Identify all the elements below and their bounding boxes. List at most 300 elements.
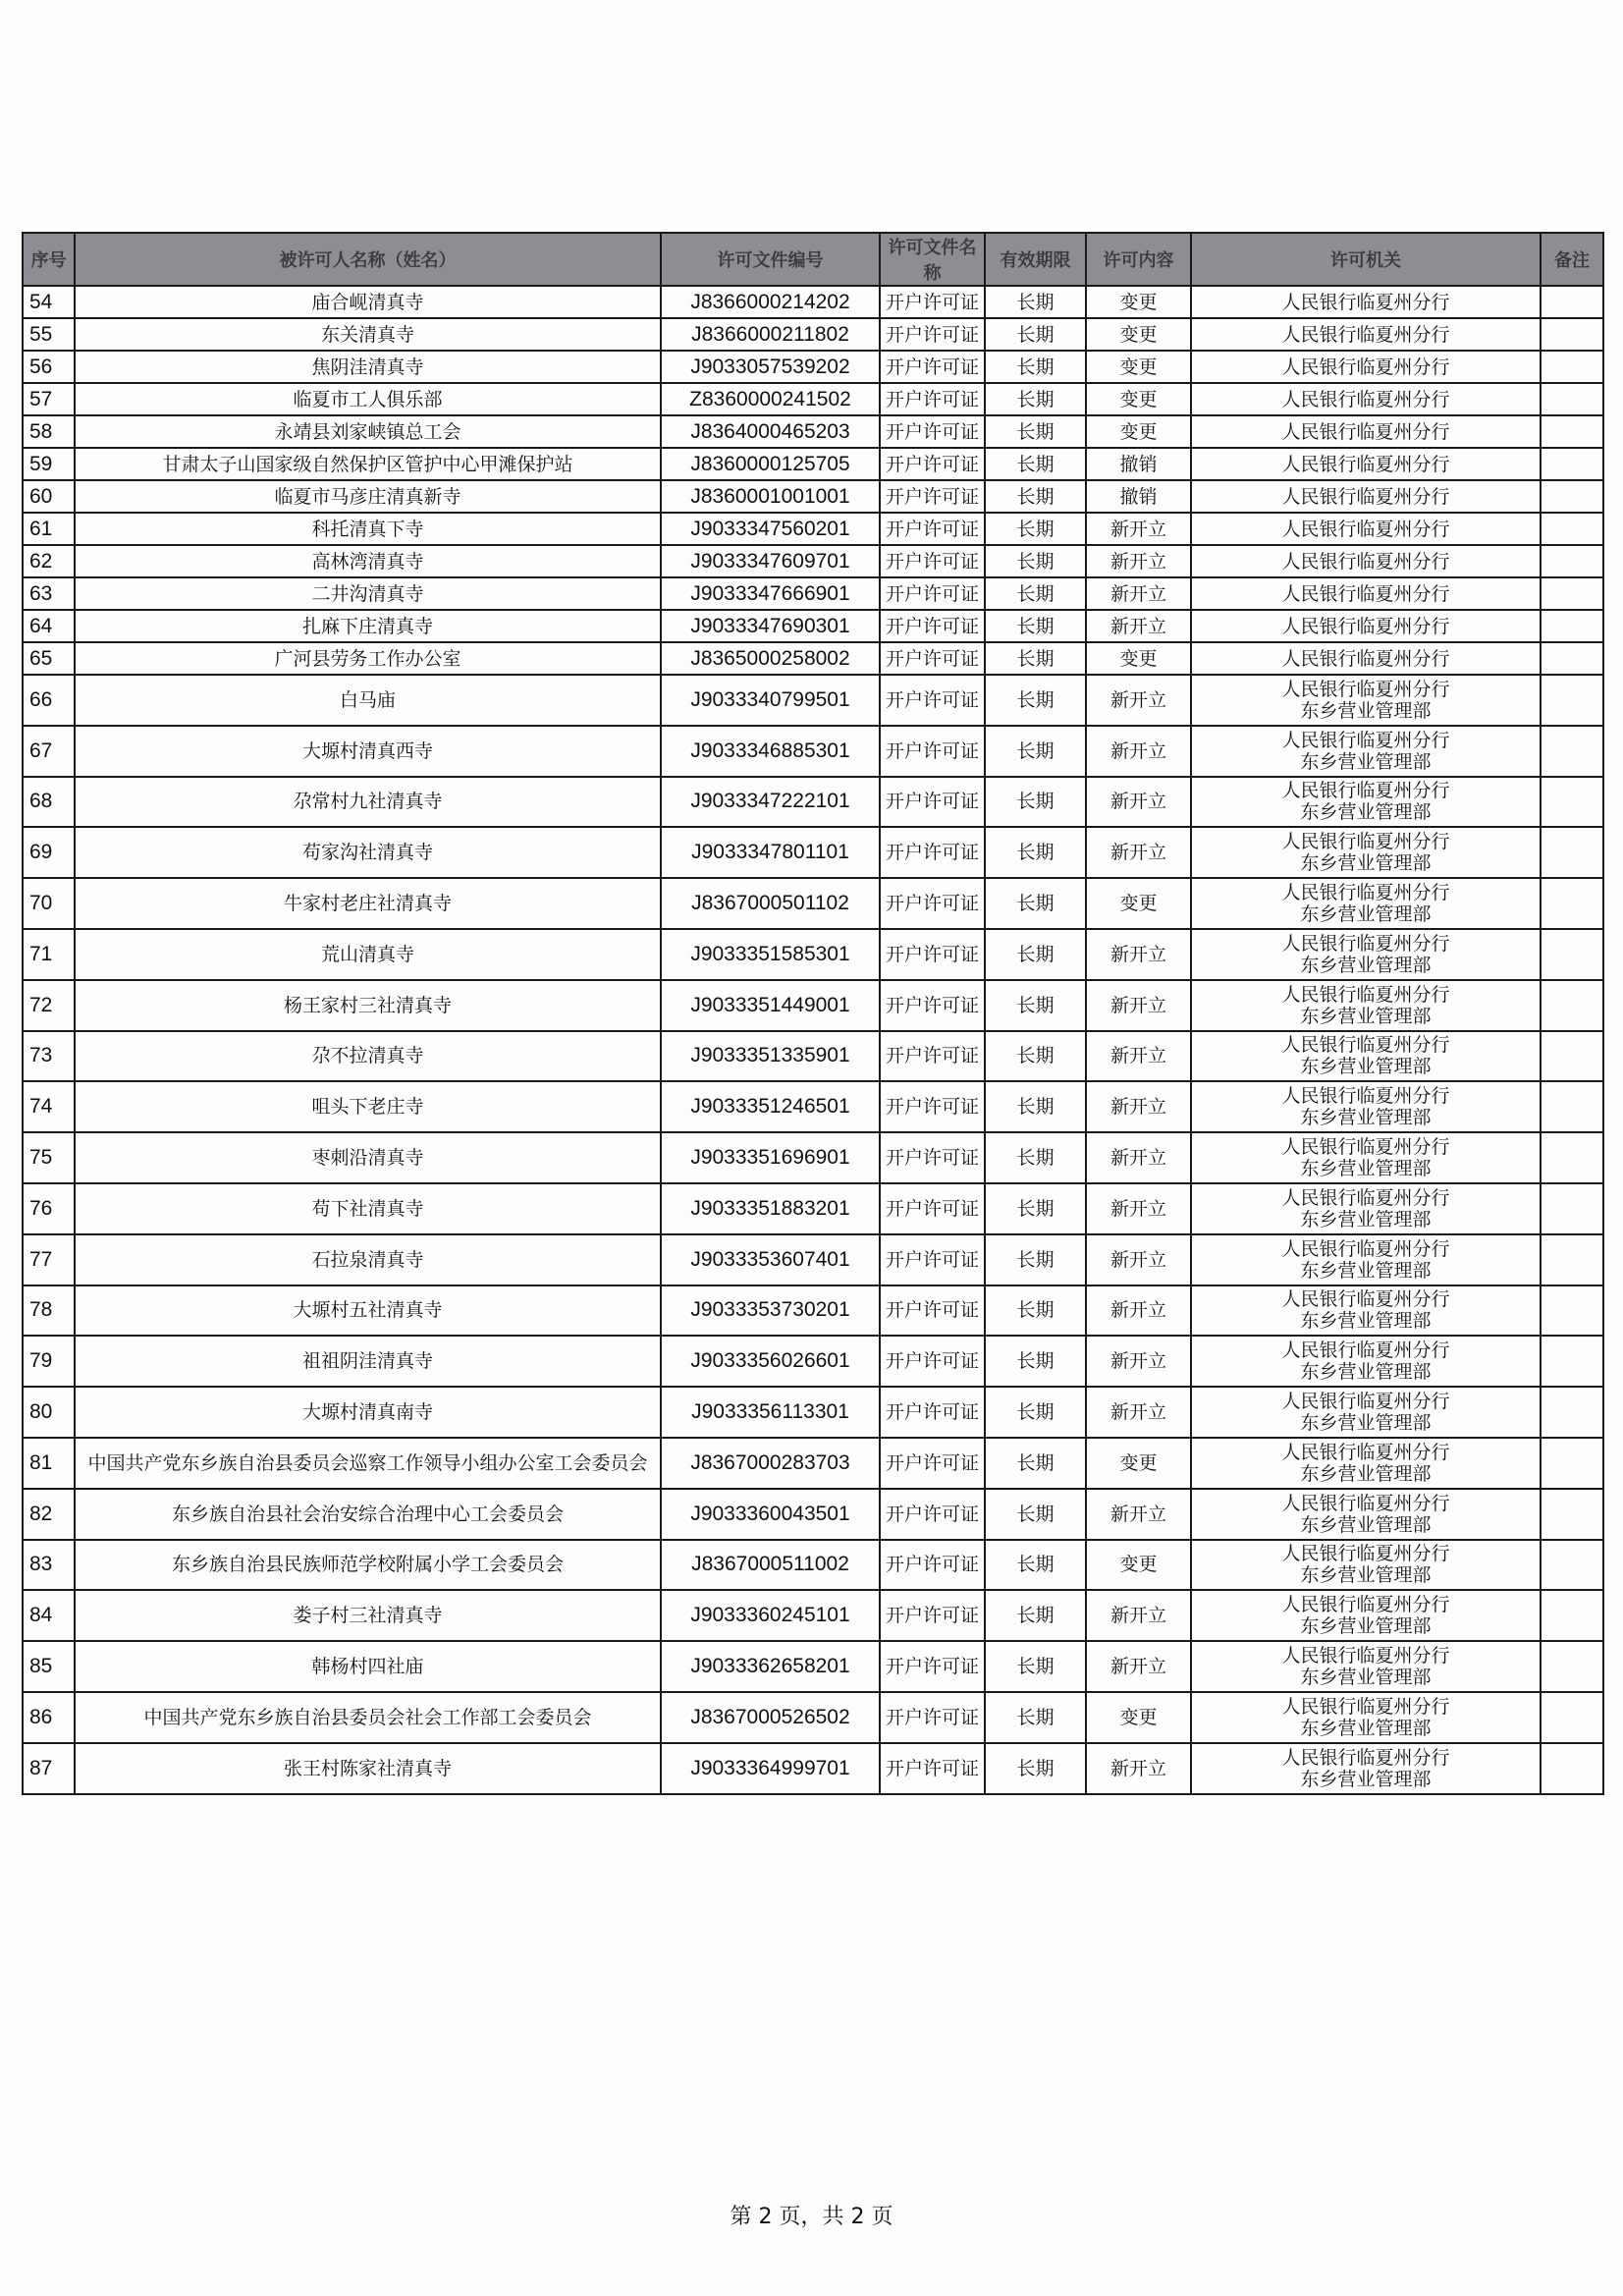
cell-license-doc-name: 开户许可证 [880, 1438, 985, 1489]
cell-licensing-authority [1191, 577, 1541, 610]
table-row [23, 1387, 1603, 1438]
authority-line: 人民银行临夏州分行 [1281, 388, 1450, 410]
cell-licensee-name: 大塬村清真南寺 [75, 1387, 661, 1438]
table-row [23, 1031, 1603, 1082]
cell-licensee-name: 中国共产党东乡族自治县委员会巡察工作领导小组办公室工会委员会 [75, 1438, 661, 1489]
cell-licensing-authority [1191, 351, 1541, 383]
authority-line: 人民银行临夏州分行 [1281, 1492, 1450, 1514]
cell-license-doc-name: 开户许可证 [880, 1540, 985, 1591]
cell-licensee-name: 甘肃太子山国家级自然保护区管护中心甲滩保护站 [75, 448, 661, 480]
table-row [23, 929, 1603, 980]
cell-licensing-authority [1191, 1387, 1541, 1438]
cell-remark [1541, 1387, 1603, 1438]
cell-license-code: J9033351585301 [661, 929, 880, 980]
cell-license-content: 新开立 [1086, 1641, 1191, 1692]
cell-license-doc-name: 开户许可证 [880, 480, 985, 513]
cell-remark [1541, 610, 1603, 642]
cell-licensing-authority [1191, 1438, 1541, 1489]
cell-serial-no: 64 [23, 610, 75, 642]
cell-license-doc-name: 开户许可证 [880, 415, 985, 448]
cell-validity: 长期 [985, 1743, 1086, 1794]
table-row [23, 480, 1603, 513]
authority-line: 人民银行临夏州分行 [1281, 1237, 1450, 1260]
authority-line: 人民银行临夏州分行 [1281, 678, 1450, 700]
authority-line: 人民银行临夏州分行 [1281, 1186, 1450, 1209]
cell-serial-no: 63 [23, 577, 75, 610]
cell-licensee-name: 高林湾清真寺 [75, 545, 661, 577]
cell-licensee-name: 娄子村三社清真寺 [75, 1590, 661, 1641]
cell-licensing-authority [1191, 726, 1541, 777]
cell-remark [1541, 415, 1603, 448]
table-row [23, 1743, 1603, 1794]
cell-validity: 长期 [985, 415, 1086, 448]
cell-serial-no: 84 [23, 1590, 75, 1641]
cell-license-content: 新开立 [1086, 1285, 1191, 1337]
cell-remark [1541, 1590, 1603, 1641]
cell-license-code: J9033057539202 [661, 351, 880, 383]
cell-remark [1541, 1285, 1603, 1337]
header-license-doc-name: 许可文件名称 [880, 233, 985, 286]
cell-license-doc-name: 开户许可证 [880, 1387, 985, 1438]
authority-line: 人民银行临夏州分行 [1281, 453, 1450, 475]
cell-licensing-authority [1191, 642, 1541, 675]
cell-license-code: J9033347666901 [661, 577, 880, 610]
cell-license-doc-name: 开户许可证 [880, 577, 985, 610]
header-validity: 有效期限 [985, 233, 1086, 286]
cell-serial-no: 87 [23, 1743, 75, 1794]
cell-validity: 长期 [985, 1692, 1086, 1743]
cell-licensing-authority [1191, 1743, 1541, 1794]
cell-validity: 长期 [985, 286, 1086, 318]
table-row [23, 1641, 1603, 1692]
cell-remark [1541, 286, 1603, 318]
cell-remark [1541, 1081, 1603, 1132]
cell-licensing-authority [1191, 675, 1541, 726]
cell-license-doc-name: 开户许可证 [880, 513, 985, 545]
authority-line: 东乡营业管理部 [1300, 954, 1432, 976]
cell-serial-no: 56 [23, 351, 75, 383]
authority-line: 人民银行临夏州分行 [1281, 420, 1450, 443]
authority-line: 人民银行临夏州分行 [1281, 582, 1450, 605]
cell-remark [1541, 1692, 1603, 1743]
authority-line: 东乡营业管理部 [1300, 1667, 1432, 1689]
cell-license-code: J8367000283703 [661, 1438, 880, 1489]
cell-licensing-authority [1191, 1489, 1541, 1540]
authority-line: 人民银行临夏州分行 [1281, 615, 1450, 637]
table-row [23, 1590, 1603, 1641]
cell-license-content: 新开立 [1086, 929, 1191, 980]
header-serial-no: 序号 [23, 233, 75, 286]
authority-line: 东乡营业管理部 [1300, 1564, 1432, 1587]
authority-line: 东乡营业管理部 [1300, 1513, 1432, 1536]
authority-line: 东乡营业管理部 [1300, 1158, 1432, 1180]
cell-remark [1541, 642, 1603, 675]
cell-licensing-authority [1191, 1285, 1541, 1337]
cell-serial-no: 80 [23, 1387, 75, 1438]
cell-validity: 长期 [985, 383, 1086, 415]
table-row [23, 415, 1603, 448]
cell-validity: 长期 [985, 513, 1086, 545]
cell-license-code: J9033356026601 [661, 1336, 880, 1387]
cell-license-code: J9033346885301 [661, 726, 880, 777]
cell-license-content: 新开立 [1086, 1183, 1191, 1234]
cell-license-doc-name: 开户许可证 [880, 1132, 985, 1183]
cell-remark [1541, 383, 1603, 415]
cell-licensee-name: 尕常村九社清真寺 [75, 777, 661, 828]
authority-line: 人民银行临夏州分行 [1281, 932, 1450, 955]
authority-line: 人民银行临夏州分行 [1281, 1441, 1450, 1463]
cell-licensee-name: 韩杨村四社庙 [75, 1641, 661, 1692]
cell-remark [1541, 1183, 1603, 1234]
cell-remark [1541, 351, 1603, 383]
cell-remark [1541, 1489, 1603, 1540]
cell-serial-no: 83 [23, 1540, 75, 1591]
authority-line: 人民银行临夏州分行 [1281, 355, 1450, 378]
table-row [23, 878, 1603, 929]
cell-serial-no: 58 [23, 415, 75, 448]
table-row [23, 545, 1603, 577]
authority-line: 东乡营业管理部 [1300, 1310, 1432, 1333]
cell-serial-no: 67 [23, 726, 75, 777]
cell-licensee-name: 广河县劳务工作办公室 [75, 642, 661, 675]
cell-remark [1541, 929, 1603, 980]
cell-validity: 长期 [985, 777, 1086, 828]
cell-license-doc-name: 开户许可证 [880, 980, 985, 1031]
cell-licensee-name: 临夏市马彦庄清真新寺 [75, 480, 661, 513]
cell-licensing-authority [1191, 1590, 1541, 1641]
cell-serial-no: 60 [23, 480, 75, 513]
cell-remark [1541, 1132, 1603, 1183]
authority-line: 人民银行临夏州分行 [1281, 729, 1450, 751]
cell-license-doc-name: 开户许可证 [880, 1081, 985, 1132]
cell-licensee-name: 苟下社清真寺 [75, 1183, 661, 1234]
cell-license-content: 新开立 [1086, 726, 1191, 777]
cell-serial-no: 59 [23, 448, 75, 480]
cell-serial-no: 61 [23, 513, 75, 545]
cell-serial-no: 74 [23, 1081, 75, 1132]
cell-remark [1541, 577, 1603, 610]
cell-validity: 长期 [985, 351, 1086, 383]
cell-license-code: J9033351449001 [661, 980, 880, 1031]
authority-line: 东乡营业管理部 [1300, 1005, 1432, 1027]
authority-line: 人民银行临夏州分行 [1281, 882, 1450, 904]
authority-line: 人民银行临夏州分行 [1281, 1288, 1450, 1311]
cell-serial-no: 85 [23, 1641, 75, 1692]
cell-licensee-name: 咀头下老庄寺 [75, 1081, 661, 1132]
cell-license-content: 新开立 [1086, 577, 1191, 610]
cell-serial-no: 69 [23, 827, 75, 878]
cell-licensee-name: 科托清真下寺 [75, 513, 661, 545]
authority-line: 人民银行临夏州分行 [1281, 1391, 1450, 1413]
cell-license-content: 新开立 [1086, 610, 1191, 642]
authority-line: 人民银行临夏州分行 [1281, 550, 1450, 573]
cell-licensing-authority [1191, 1234, 1541, 1285]
table-row [23, 642, 1603, 675]
cell-license-code: J9033351883201 [661, 1183, 880, 1234]
cell-licensing-authority [1191, 415, 1541, 448]
cell-validity: 长期 [985, 929, 1086, 980]
authority-line: 东乡营业管理部 [1300, 1462, 1432, 1485]
cell-serial-no: 57 [23, 383, 75, 415]
cell-licensing-authority [1191, 513, 1541, 545]
cell-validity: 长期 [985, 545, 1086, 577]
cell-license-doc-name: 开户许可证 [880, 448, 985, 480]
cell-license-content: 新开立 [1086, 1031, 1191, 1082]
authority-line: 东乡营业管理部 [1300, 1208, 1432, 1230]
table-row [23, 286, 1603, 318]
cell-license-content: 变更 [1086, 1692, 1191, 1743]
cell-license-code: J9033360043501 [661, 1489, 880, 1540]
cell-remark [1541, 827, 1603, 878]
authority-line: 东乡营业管理部 [1300, 852, 1432, 875]
cell-license-doc-name: 开户许可证 [880, 1234, 985, 1285]
cell-licensing-authority [1191, 1641, 1541, 1692]
cell-remark [1541, 1336, 1603, 1387]
authority-line: 人民银行临夏州分行 [1281, 831, 1450, 853]
cell-validity: 长期 [985, 318, 1086, 351]
authority-line: 人民银行临夏州分行 [1281, 1645, 1450, 1667]
table-row [23, 351, 1603, 383]
cell-validity: 长期 [985, 878, 1086, 929]
cell-serial-no: 77 [23, 1234, 75, 1285]
authority-line: 人民银行临夏州分行 [1281, 1746, 1450, 1769]
cell-license-doc-name: 开户许可证 [880, 1285, 985, 1337]
cell-validity: 长期 [985, 675, 1086, 726]
cell-serial-no: 55 [23, 318, 75, 351]
table-row [23, 448, 1603, 480]
cell-serial-no: 86 [23, 1692, 75, 1743]
cell-license-content: 新开立 [1086, 827, 1191, 878]
table-row [23, 1489, 1603, 1540]
table-row [23, 827, 1603, 878]
cell-license-code: J9033362658201 [661, 1641, 880, 1692]
cell-serial-no: 66 [23, 675, 75, 726]
cell-license-code: J8360000125705 [661, 448, 880, 480]
cell-serial-no: 72 [23, 980, 75, 1031]
cell-license-content: 新开立 [1086, 675, 1191, 726]
table-row [23, 1081, 1603, 1132]
cell-remark [1541, 545, 1603, 577]
cell-remark [1541, 675, 1603, 726]
cell-license-doc-name: 开户许可证 [880, 675, 985, 726]
cell-licensee-name: 尕不拉清真寺 [75, 1031, 661, 1082]
cell-serial-no: 76 [23, 1183, 75, 1234]
table-row [23, 610, 1603, 642]
cell-licensee-name: 大塬村清真西寺 [75, 726, 661, 777]
cell-licensing-authority [1191, 1692, 1541, 1743]
cell-serial-no: 78 [23, 1285, 75, 1337]
cell-license-code: J9033340799501 [661, 675, 880, 726]
cell-serial-no: 73 [23, 1031, 75, 1082]
cell-license-code: J9033347609701 [661, 545, 880, 577]
authority-line: 东乡营业管理部 [1300, 1717, 1432, 1739]
authority-line: 人民银行临夏州分行 [1281, 291, 1450, 313]
cell-license-content: 变更 [1086, 383, 1191, 415]
authority-line: 人民银行临夏州分行 [1281, 1543, 1450, 1565]
cell-validity: 长期 [985, 1132, 1086, 1183]
cell-validity: 长期 [985, 1641, 1086, 1692]
cell-license-code: J8367000501102 [661, 878, 880, 929]
authority-line: 人民银行临夏州分行 [1281, 518, 1450, 540]
table-row [23, 1438, 1603, 1489]
authority-line: 东乡营业管理部 [1300, 1615, 1432, 1638]
cell-license-content: 变更 [1086, 286, 1191, 318]
cell-license-content: 新开立 [1086, 1489, 1191, 1540]
cell-license-doc-name: 开户许可证 [880, 610, 985, 642]
authority-line: 东乡营业管理部 [1300, 1056, 1432, 1078]
cell-licensing-authority [1191, 929, 1541, 980]
cell-serial-no: 54 [23, 286, 75, 318]
cell-licensing-authority [1191, 1336, 1541, 1387]
cell-license-doc-name: 开户许可证 [880, 827, 985, 878]
cell-license-doc-name: 开户许可证 [880, 642, 985, 675]
authority-line: 东乡营业管理部 [1300, 1768, 1432, 1790]
cell-remark [1541, 480, 1603, 513]
cell-validity: 长期 [985, 642, 1086, 675]
table-row [23, 1285, 1603, 1337]
cell-license-content: 变更 [1086, 642, 1191, 675]
cell-licensee-name: 东乡族自治县社会治安综合治理中心工会委员会 [75, 1489, 661, 1540]
cell-licensee-name: 杨王家村三社清真寺 [75, 980, 661, 1031]
page-indicator: 第 2 页，共 2 页 [730, 2205, 893, 2229]
cell-validity: 长期 [985, 1590, 1086, 1641]
cell-remark [1541, 318, 1603, 351]
authority-line: 人民银行临夏州分行 [1281, 1695, 1450, 1718]
cell-license-doc-name: 开户许可证 [880, 1641, 985, 1692]
cell-license-content: 新开立 [1086, 1590, 1191, 1641]
cell-license-code: J9033353607401 [661, 1234, 880, 1285]
table-row [23, 1183, 1603, 1234]
table-body [23, 286, 1603, 1794]
cell-remark [1541, 1234, 1603, 1285]
cell-licensee-name: 扎麻下庄清真寺 [75, 610, 661, 642]
cell-licensing-authority [1191, 878, 1541, 929]
cell-validity: 长期 [985, 1031, 1086, 1082]
header-licensing-authority: 许可机关 [1191, 233, 1541, 286]
cell-validity: 长期 [985, 448, 1086, 480]
cell-licensee-name: 张王村陈家社清真寺 [75, 1743, 661, 1794]
cell-licensee-name: 庙合岘清真寺 [75, 286, 661, 318]
cell-license-content: 变更 [1086, 878, 1191, 929]
cell-license-code: J8365000258002 [661, 642, 880, 675]
cell-licensee-name: 大塬村五社清真寺 [75, 1285, 661, 1337]
cell-licensing-authority [1191, 610, 1541, 642]
cell-licensing-authority [1191, 480, 1541, 513]
table-row [23, 1132, 1603, 1183]
cell-license-content: 新开立 [1086, 1336, 1191, 1387]
cell-license-content: 变更 [1086, 1438, 1191, 1489]
cell-serial-no: 65 [23, 642, 75, 675]
table-row [23, 777, 1603, 828]
cell-license-code: J9033353730201 [661, 1285, 880, 1337]
cell-license-code: J8367000526502 [661, 1692, 880, 1743]
cell-validity: 长期 [985, 480, 1086, 513]
cell-license-doc-name: 开户许可证 [880, 545, 985, 577]
cell-license-code: J8364000465203 [661, 415, 880, 448]
cell-license-doc-name: 开户许可证 [880, 1183, 985, 1234]
cell-licensing-authority [1191, 1081, 1541, 1132]
authority-line: 东乡营业管理部 [1300, 801, 1432, 824]
table-row [23, 318, 1603, 351]
authority-line: 人民银行临夏州分行 [1281, 647, 1450, 670]
cell-license-doc-name: 开户许可证 [880, 1336, 985, 1387]
cell-licensing-authority [1191, 827, 1541, 878]
cell-validity: 长期 [985, 1387, 1086, 1438]
cell-license-doc-name: 开户许可证 [880, 286, 985, 318]
cell-license-content: 新开立 [1086, 1234, 1191, 1285]
authority-line: 人民银行临夏州分行 [1281, 1136, 1450, 1159]
cell-license-doc-name: 开户许可证 [880, 383, 985, 415]
cell-serial-no: 68 [23, 777, 75, 828]
authority-line: 人民银行临夏州分行 [1281, 1034, 1450, 1057]
cell-validity: 长期 [985, 1081, 1086, 1132]
cell-validity: 长期 [985, 1540, 1086, 1591]
table-row [23, 675, 1603, 726]
cell-remark [1541, 878, 1603, 929]
cell-licensee-name: 荒山清真寺 [75, 929, 661, 980]
cell-license-doc-name: 开户许可证 [880, 1743, 985, 1794]
table-row [23, 383, 1603, 415]
cell-license-code: J9033347690301 [661, 610, 880, 642]
cell-license-content: 新开立 [1086, 777, 1191, 828]
cell-license-doc-name: 开户许可证 [880, 777, 985, 828]
cell-remark [1541, 1031, 1603, 1082]
cell-validity: 长期 [985, 1489, 1086, 1540]
cell-remark [1541, 1438, 1603, 1489]
cell-license-content: 新开立 [1086, 1132, 1191, 1183]
cell-license-code: J9033351246501 [661, 1081, 880, 1132]
cell-licensing-authority [1191, 1183, 1541, 1234]
cell-validity: 长期 [985, 980, 1086, 1031]
cell-validity: 长期 [985, 827, 1086, 878]
cell-licensing-authority [1191, 448, 1541, 480]
authority-line: 人民银行临夏州分行 [1281, 1339, 1450, 1362]
cell-licensing-authority [1191, 286, 1541, 318]
cell-license-code: J9033351335901 [661, 1031, 880, 1082]
cell-license-doc-name: 开户许可证 [880, 318, 985, 351]
cell-licensee-name: 白马庙 [75, 675, 661, 726]
cell-licensee-name: 东乡族自治县民族师范学校附属小学工会委员会 [75, 1540, 661, 1591]
header-license-content: 许可内容 [1086, 233, 1191, 286]
cell-licensee-name: 中国共产党东乡族自治县委员会社会工作部工会委员会 [75, 1692, 661, 1743]
authority-line: 人民银行临夏州分行 [1281, 1085, 1450, 1108]
cell-license-code: J9033364999701 [661, 1743, 880, 1794]
cell-licensee-name: 焦阴洼清真寺 [75, 351, 661, 383]
table-row [23, 1540, 1603, 1591]
cell-remark [1541, 513, 1603, 545]
cell-license-content: 新开立 [1086, 1387, 1191, 1438]
cell-validity: 长期 [985, 1285, 1086, 1337]
cell-licensing-authority [1191, 545, 1541, 577]
cell-licensing-authority [1191, 1540, 1541, 1591]
authority-line: 人民银行临夏州分行 [1281, 323, 1450, 346]
authority-line: 人民银行临夏州分行 [1281, 983, 1450, 1006]
authority-line: 东乡营业管理部 [1300, 1361, 1432, 1384]
cell-validity: 长期 [985, 1336, 1086, 1387]
cell-license-code: J9033360245101 [661, 1590, 880, 1641]
cell-license-doc-name: 开户许可证 [880, 1692, 985, 1743]
cell-remark [1541, 1743, 1603, 1794]
cell-serial-no: 75 [23, 1132, 75, 1183]
cell-serial-no: 62 [23, 545, 75, 577]
table-row [23, 577, 1603, 610]
cell-serial-no: 82 [23, 1489, 75, 1540]
header-remark: 备注 [1541, 233, 1603, 286]
authority-line: 东乡营业管理部 [1300, 750, 1432, 773]
cell-validity: 长期 [985, 610, 1086, 642]
authority-line: 东乡营业管理部 [1300, 903, 1432, 926]
cell-license-content: 变更 [1086, 1540, 1191, 1591]
